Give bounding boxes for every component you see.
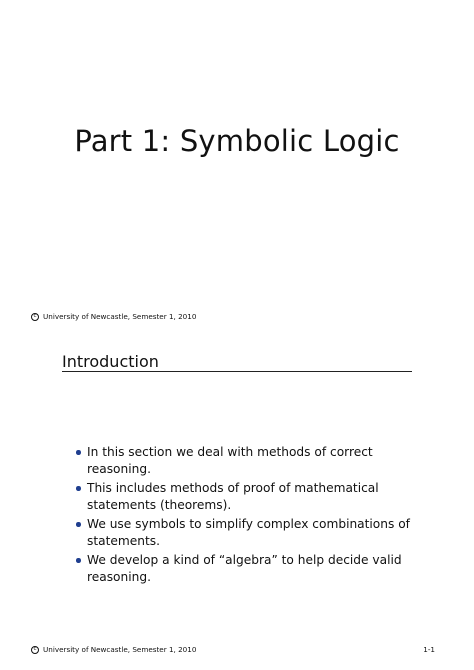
section-heading: Introduction (62, 352, 159, 371)
bullet-text: In this section we deal with methods of correct reasoning. (87, 445, 373, 476)
section-underline (62, 371, 412, 372)
slide-title: Part 1: Symbolic Logic (74, 124, 400, 158)
bullet-item (74, 480, 424, 513)
bullet-list (74, 444, 424, 588)
bullet-icon (76, 558, 81, 563)
bullet-item (74, 552, 424, 585)
bullet-icon (76, 522, 81, 527)
bullet-icon (76, 486, 81, 491)
bullet-text: This includes methods of proof of mathematical statements (theorems). (87, 481, 379, 512)
copyright-text: University of Newcastle, Semester 1, 2010 (43, 312, 197, 321)
copyright-icon: c (31, 646, 39, 654)
copyright-notice-footer (31, 645, 196, 654)
bullet-text: We use symbols to simplify complex combinations of statements. (87, 517, 410, 548)
copyright-icon: c (31, 313, 39, 321)
copyright-text: University of Newcastle, Semester 1, 2010 (43, 645, 197, 654)
bullet-item (74, 444, 424, 477)
copyright-notice-top (31, 312, 196, 321)
bullet-item (74, 516, 424, 549)
bullet-text: We develop a kind of “algebra” to help decide valid reasoning. (87, 553, 402, 584)
page-number: 1-1 (423, 645, 435, 654)
bullet-icon (76, 450, 81, 455)
